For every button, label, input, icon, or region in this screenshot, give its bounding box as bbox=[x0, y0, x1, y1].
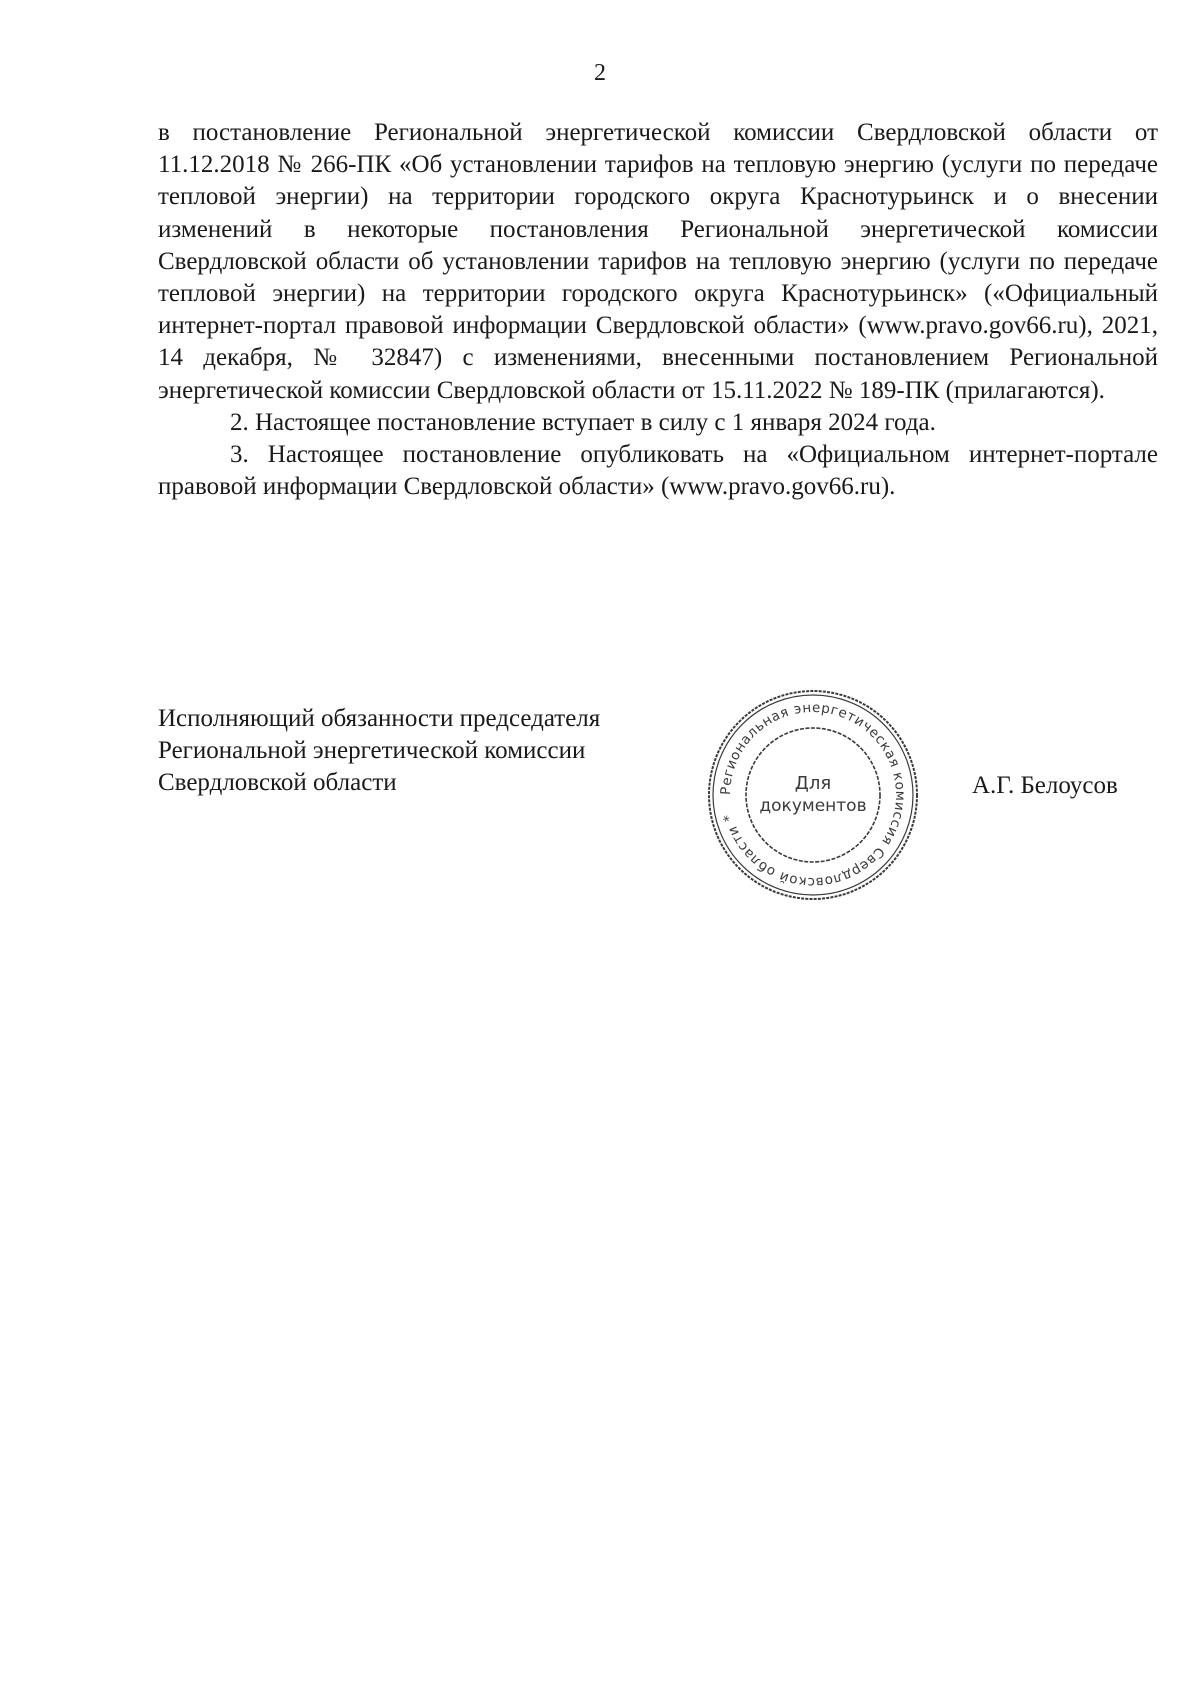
stamp-outer-ring bbox=[709, 691, 917, 899]
stamp-ring-text: Региональная энергетическая комиссия Свердловской области * bbox=[717, 699, 909, 891]
paragraph-3: 3. Настоящее постановление опубликовать на «Официальном интернет-портале правовой информации Свердловской области» (www.pravo.gov66.ru). bbox=[158, 441, 1158, 501]
stamp-center-line-2: документов bbox=[759, 796, 867, 816]
page-number: 2 bbox=[594, 60, 606, 86]
paragraph-1-continuation: в постановление Региональной энергетической комиссии Свердловской области от 11.12.2018 № 266-ПК «Об установлении тарифов на тепловую энергию (услуги по передаче тепловой энергии) на территории городского округа Краснотурьинск и о внесении изменений в некоторые постановления Региональной энергетической комиссии Свердловской области об установлении тарифов на тепловую энергию (услуги по передаче тепловой энергии) на территории городского округа Краснотурьинск» («Официальный интернет-портал правовой информации Свердловской области» (www.pravo.gov66.ru), 2021, 14 декабря, № 32847) с изменениями, внесенными постановлением Региональной энергетической комиссии Свердловской области от 15.11.2022 № 189-ПК (прилагаются). bbox=[158, 119, 1158, 404]
signatory-title-line-3: Свердловской области bbox=[158, 769, 397, 796]
signatory-title-line-2: Региональной энергетической комиссии bbox=[158, 737, 586, 764]
document-body bbox=[158, 117, 1158, 503]
signatory-title-line-1: Исполняющий обязанности председателя bbox=[158, 705, 601, 732]
signatory-title bbox=[158, 703, 718, 799]
official-stamp bbox=[705, 687, 921, 903]
paragraph-2: 2. Настоящее постановление вступает в силу с 1 января 2024 года. bbox=[230, 408, 936, 436]
stamp-center-line-1: Для bbox=[794, 773, 832, 794]
signer-name: А.Г. Белоусов bbox=[972, 772, 1118, 799]
stamp-outer-ring-2 bbox=[713, 695, 913, 895]
stamp-inner-ring bbox=[746, 728, 880, 862]
